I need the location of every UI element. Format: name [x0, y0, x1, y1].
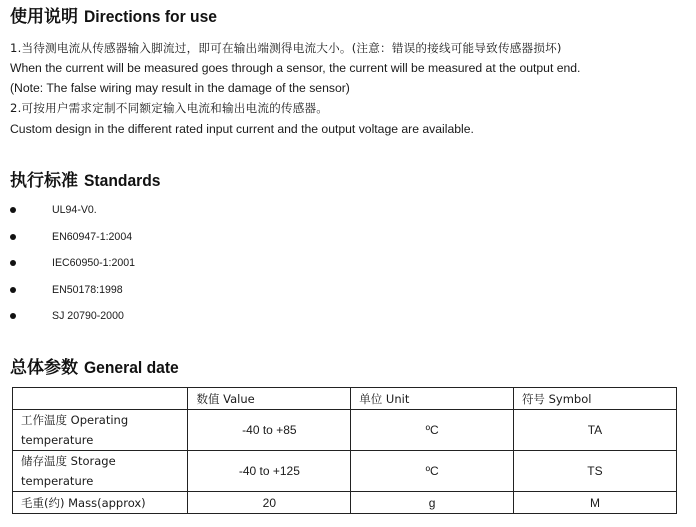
parameter-value: 20: [188, 492, 351, 514]
parameter-unit: ºC: [351, 451, 514, 492]
parameter-name: 储存温度 Storage temperature: [13, 451, 188, 492]
parameter-name: 毛重(约) Mass(approx): [13, 492, 188, 514]
standard-item: [0, 229, 300, 245]
directions-line-5: Custom design in the different rated input current and the output voltage are available.: [10, 122, 474, 136]
general-heading-cn: 总体参数: [10, 358, 78, 378]
directions-line-4: 2.可按用户需求定制不同额定输入电流和输出电流的传感器。: [10, 101, 329, 115]
standard-item: [0, 308, 300, 324]
table-row: [13, 451, 677, 492]
general-parameters-table: [12, 387, 677, 514]
parameter-symbol: M: [513, 492, 676, 514]
parameter-unit: ºC: [351, 410, 514, 451]
directions-line-3: (Note: The false wiring may result in the damage of the sensor): [10, 81, 350, 95]
standard-label: EN60947-1:2004: [52, 231, 133, 243]
directions-heading-en: Directions for use: [84, 7, 217, 26]
directions-heading-cn: 使用说明: [10, 7, 78, 27]
table-row: [13, 410, 677, 451]
standard-label: IEC60950-1:2001: [52, 257, 136, 269]
bullet-icon: [10, 287, 16, 293]
parameter-value: -40 to +125: [188, 451, 351, 492]
bullet-icon: [10, 260, 16, 266]
parameter-unit: g: [351, 492, 514, 514]
directions-heading: [10, 7, 229, 27]
standards-heading: [10, 171, 167, 191]
parameter-name: 工作温度 Operating temperature: [13, 410, 188, 451]
parameter-symbol: TA: [513, 410, 676, 451]
general-heading-en: General date: [84, 358, 179, 377]
parameter-value: -40 to +85: [188, 410, 351, 451]
standards-heading-en: Standards: [84, 171, 161, 190]
table-header-cell: 单位 Unit: [351, 388, 514, 410]
table-header-cell: 符号 Symbol: [513, 388, 676, 410]
bullet-icon: [10, 207, 16, 213]
bullet-icon: [10, 234, 16, 240]
standard-item: [0, 202, 300, 218]
standards-heading-cn: 执行标准: [10, 171, 78, 191]
directions-line-1: 1.当待测电流从传感器输入脚流过，即可在输出端测得电流大小。(注意：错误的接线可能导致传感器损坏): [10, 41, 562, 55]
parameter-symbol: TS: [513, 451, 676, 492]
table-header-cell: [13, 388, 188, 410]
table-header-row: [13, 388, 677, 410]
bullet-icon: [10, 313, 16, 319]
general-heading: [10, 358, 187, 378]
standard-label: EN50178:1998: [52, 284, 123, 296]
table-header-cell: 数值 Value: [188, 388, 351, 410]
standard-label: SJ 20790-2000: [52, 310, 124, 322]
directions-line-2: When the current will be measured goes through a sensor, the current will be measured at the output end.: [10, 61, 581, 75]
standard-item: [0, 255, 300, 271]
standard-label: UL94-V0.: [52, 204, 97, 216]
standard-item: [0, 282, 300, 298]
table-row: [13, 492, 677, 514]
